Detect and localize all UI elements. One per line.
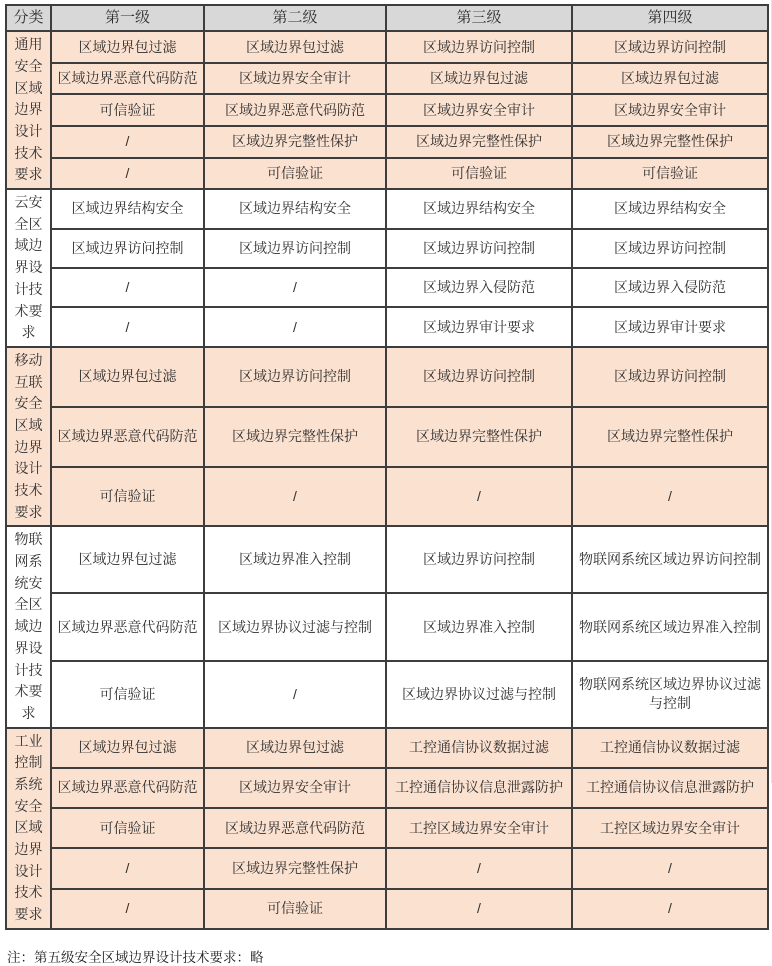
level-column-header: 第三级 <box>386 5 572 31</box>
category-cell: 移动互联安全区域边界设计技术要求 <box>6 347 51 527</box>
requirement-cell: 区域边界访问控制 <box>386 347 572 407</box>
requirement-cell: 区域边界访问控制 <box>386 526 572 593</box>
requirement-cell: / <box>204 268 386 307</box>
requirement-cell: 区域边界访问控制 <box>572 229 768 268</box>
requirement-cell: 区域边界完整性保护 <box>386 126 572 158</box>
requirement-cell: 工控通信协议数据过滤 <box>386 728 572 768</box>
requirement-cell: 工控区域边界安全审计 <box>386 808 572 848</box>
table-row <box>6 661 768 728</box>
requirement-cell: / <box>572 848 768 888</box>
requirement-cell: 区域边界包过滤 <box>51 526 204 593</box>
requirement-cell: 区域边界结构安全 <box>572 189 768 228</box>
requirement-cell: 区域边界协议过滤与控制 <box>386 661 572 728</box>
requirement-cell: 区域边界协议过滤与控制 <box>204 593 386 660</box>
level-column-header: 第二级 <box>204 5 386 31</box>
category-cell: 云安全区域边界设计技术要求 <box>6 189 51 347</box>
requirement-cell: / <box>51 848 204 888</box>
requirement-cell: 可信验证 <box>51 467 204 527</box>
requirement-cell: 区域边界包过滤 <box>204 728 386 768</box>
requirement-cell: / <box>204 307 386 346</box>
requirement-cell: 可信验证 <box>572 158 768 190</box>
requirement-cell: 区域边界包过滤 <box>51 347 204 407</box>
table-row <box>6 768 768 808</box>
table-row <box>6 126 768 158</box>
requirement-cell: 物联网系统区域边界访问控制 <box>572 526 768 593</box>
requirement-cell: 区域边界审计要求 <box>386 307 572 346</box>
requirement-cell: 区域边界安全审计 <box>386 94 572 126</box>
requirement-cell: 可信验证 <box>204 889 386 929</box>
requirement-cell: 区域边界访问控制 <box>386 229 572 268</box>
security-requirements-table <box>5 4 769 930</box>
requirement-cell: / <box>51 307 204 346</box>
table-row <box>6 31 768 63</box>
requirement-cell: 区域边界包过滤 <box>51 31 204 63</box>
requirement-cell: 区域边界访问控制 <box>204 347 386 407</box>
table-row <box>6 307 768 346</box>
category-cell: 物联网系统安全区域边界设计技术要求 <box>6 526 51 727</box>
requirement-cell: / <box>386 467 572 527</box>
requirement-cell: 区域边界包过滤 <box>51 728 204 768</box>
table-row <box>6 728 768 768</box>
requirement-cell: 区域边界入侵防范 <box>386 268 572 307</box>
requirement-cell: 区域边界恶意代码防范 <box>204 94 386 126</box>
table-row <box>6 158 768 190</box>
requirement-cell: 区域边界审计要求 <box>572 307 768 346</box>
footnote: 注：第五级安全区域边界设计技术要求：略 <box>7 949 264 965</box>
table-row <box>6 467 768 527</box>
requirement-cell: 区域边界入侵防范 <box>572 268 768 307</box>
requirement-cell: 物联网系统区域边界协议过滤与控制 <box>572 661 768 728</box>
requirement-cell: 区域边界包过滤 <box>572 63 768 95</box>
requirement-cell: 区域边界结构安全 <box>51 189 204 228</box>
category-cell: 通用安全区域边界设计技术要求 <box>6 31 51 189</box>
level-column-header: 第四级 <box>572 5 768 31</box>
table-row <box>6 889 768 929</box>
table-row <box>6 407 768 467</box>
table-row <box>6 229 768 268</box>
requirement-cell: 区域边界准入控制 <box>386 593 572 660</box>
requirement-cell: / <box>572 889 768 929</box>
table-row <box>6 593 768 660</box>
requirement-cell: 区域边界访问控制 <box>51 229 204 268</box>
requirement-cell: 区域边界完整性保护 <box>572 407 768 467</box>
requirement-cell: 区域边界恶意代码防范 <box>51 593 204 660</box>
requirement-cell: / <box>204 661 386 728</box>
requirement-cell: / <box>386 848 572 888</box>
requirement-cell: 区域边界准入控制 <box>204 526 386 593</box>
requirement-cell: 工控通信协议信息泄露防护 <box>572 768 768 808</box>
table-row <box>6 94 768 126</box>
level-column-header: 第一级 <box>51 5 204 31</box>
requirement-cell: / <box>51 268 204 307</box>
requirement-cell: 区域边界安全审计 <box>204 768 386 808</box>
requirement-cell: 区域边界恶意代码防范 <box>51 768 204 808</box>
requirement-cell: 区域边界访问控制 <box>572 31 768 63</box>
table-row <box>6 808 768 848</box>
requirement-cell: 区域边界安全审计 <box>572 94 768 126</box>
requirement-cell: 区域边界完整性保护 <box>572 126 768 158</box>
requirement-cell: 区域边界恶意代码防范 <box>204 808 386 848</box>
requirement-cell: 区域边界包过滤 <box>386 63 572 95</box>
table-row <box>6 268 768 307</box>
requirement-cell: 区域边界完整性保护 <box>386 407 572 467</box>
requirement-cell: 区域边界完整性保护 <box>204 126 386 158</box>
requirement-cell: 区域边界访问控制 <box>572 347 768 407</box>
requirement-cell: / <box>386 889 572 929</box>
category-cell: 工业控制系统安全区域边界设计技术要求 <box>6 728 51 929</box>
requirement-cell: 工控通信协议数据过滤 <box>572 728 768 768</box>
requirement-cell: 可信验证 <box>386 158 572 190</box>
requirement-cell: 区域边界安全审计 <box>204 63 386 95</box>
requirement-cell: / <box>572 467 768 527</box>
requirement-cell: 区域边界完整性保护 <box>204 848 386 888</box>
requirement-cell: / <box>51 889 204 929</box>
requirement-cell: 可信验证 <box>51 661 204 728</box>
requirement-cell: 可信验证 <box>51 808 204 848</box>
requirement-cell: 区域边界访问控制 <box>204 229 386 268</box>
requirement-cell: 工控通信协议信息泄露防护 <box>386 768 572 808</box>
table-row <box>6 848 768 888</box>
requirement-cell: 区域边界访问控制 <box>386 31 572 63</box>
table-row <box>6 63 768 95</box>
requirement-cell: 区域边界包过滤 <box>204 31 386 63</box>
requirement-cell: 区域边界恶意代码防范 <box>51 407 204 467</box>
table-row <box>6 347 768 407</box>
table-row <box>6 189 768 228</box>
requirement-cell: 可信验证 <box>51 94 204 126</box>
requirement-cell: 可信验证 <box>204 158 386 190</box>
table-row <box>6 526 768 593</box>
requirement-cell: 区域边界恶意代码防范 <box>51 63 204 95</box>
requirement-cell: 区域边界完整性保护 <box>204 407 386 467</box>
requirement-cell: 区域边界结构安全 <box>204 189 386 228</box>
requirement-cell: 区域边界结构安全 <box>386 189 572 228</box>
requirement-cell: / <box>51 158 204 190</box>
requirement-cell: 工控区域边界安全审计 <box>572 808 768 848</box>
category-column-header: 分类 <box>6 5 51 31</box>
requirement-cell: / <box>204 467 386 527</box>
header-row <box>6 5 768 31</box>
requirement-cell: / <box>51 126 204 158</box>
requirement-cell: 物联网系统区域边界准入控制 <box>572 593 768 660</box>
